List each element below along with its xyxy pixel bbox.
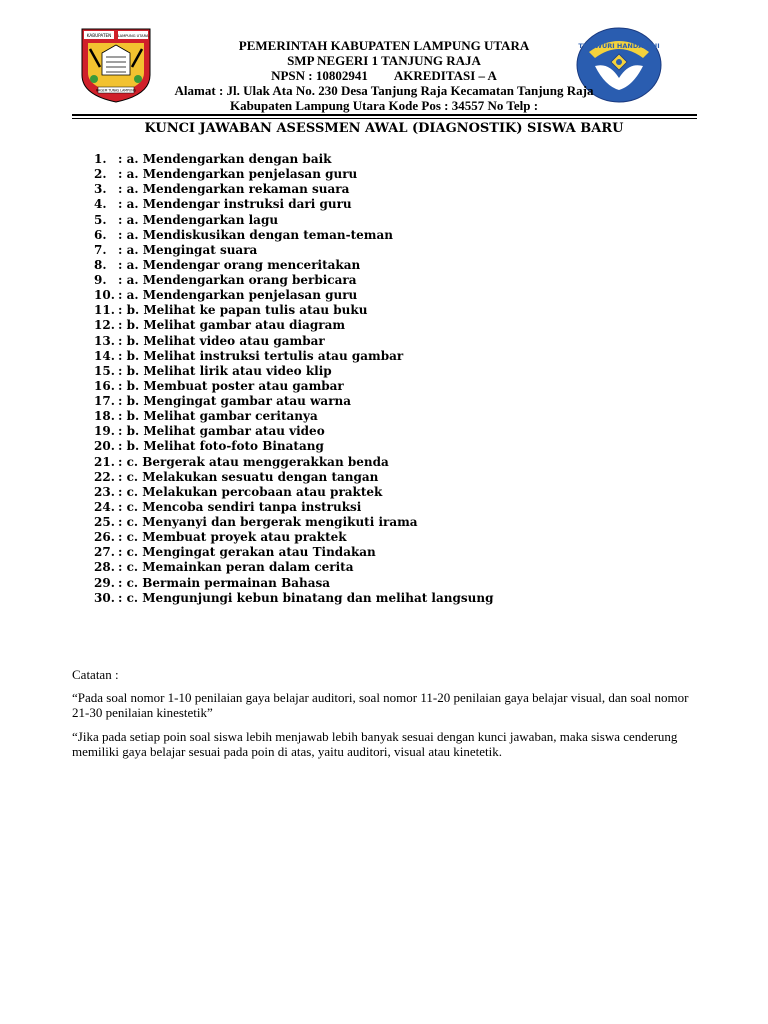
document-title: KUNCI JAWABAN ASESSMEN AWAL (DIAGNOSTIK) SISWA BARU	[144, 121, 624, 136]
list-item: 26. : c. Membuat proyek atau praktek	[94, 530, 347, 545]
header-divider-thick	[72, 114, 697, 116]
header-address: Alamat : Jl. Ulak Ata No. 230 Desa Tanjung Raja Kecamatan Tanjung Raja	[174, 83, 594, 98]
list-item: 18. : b. Melihat gambar ceritanya	[94, 409, 318, 424]
list-item: 2. : a. Mendengarkan penjelasan guru	[94, 167, 358, 182]
list-item: 1. : a. Mendengarkan dengan baik	[94, 152, 332, 166]
header-government: PEMERINTAH KABUPATEN LAMPUNG UTARA	[238, 38, 530, 53]
notes-paragraph-scoring: “Pada soal nomor 1-10 penilaian gaya belajar auditori, soal nomor 11-20 penilaian gaya belajar visual, dan soal nomor 21-30 penilaian kinestetik”	[72, 690, 689, 720]
list-item: 10. : a. Mendengarkan penjelasan guru	[94, 288, 358, 303]
list-item: 28. : c. Memainkan peran dalam cerita	[94, 560, 354, 575]
list-item: 29. : c. Bermain permainan Bahasa	[94, 575, 331, 590]
answer-key-list	[94, 152, 493, 606]
list-item: 11. : b. Melihat ke papan tulis atau buku	[94, 303, 368, 318]
header-school-name: SMP NEGERI 1 TANJUNG RAJA	[287, 53, 481, 68]
svg-text:RAGEM TUNAS LAMPUNG: RAGEM TUNAS LAMPUNG	[95, 88, 137, 93]
list-item: 3. : a. Mendengarkan rekaman suara	[94, 182, 350, 197]
list-item: 20. : b. Melihat foto-foto Binatang	[94, 439, 324, 454]
list-item: 8. : a. Mendengar orang menceritakan	[94, 257, 361, 272]
header-address-2: Kabupaten Lampung Utara Kode Pos : 34557 No Telp :	[229, 98, 539, 113]
list-item: 27. : c. Mengingat gerakan atau Tindakan	[94, 545, 376, 560]
notes-label: Catatan :	[72, 667, 119, 682]
header-npsn: NPSN : 10802941	[271, 68, 368, 83]
header-divider-thin	[72, 118, 697, 119]
list-item: 9. : a. Mendengarkan orang berbicara	[94, 273, 357, 287]
list-item: 6. : a. Mendiskusikan dengan teman-teman	[94, 227, 393, 242]
list-item: 5. : a. Mendengarkan lagu	[94, 212, 279, 227]
list-item: 30. : c. Mengunjungi kebun binatang dan melihat langsung	[94, 590, 494, 605]
list-item: 12. : b. Melihat gambar atau diagram	[94, 318, 346, 333]
list-item: 24. : c. Mencoba sendiri tanpa instruksi	[94, 499, 362, 514]
list-item: 23. : c. Melakukan percobaan atau praktek	[94, 484, 383, 499]
list-item: 21. : c. Bergerak atau menggerakkan benda	[94, 454, 389, 469]
list-item: 4. : a. Mendengar instruksi dari guru	[94, 197, 352, 212]
list-item: 15. : b. Melihat lirik atau video klip	[94, 363, 332, 378]
header-akreditasi: AKREDITASI – A	[393, 68, 497, 83]
list-item: 13. : b. Melihat video atau gambar	[94, 333, 325, 348]
svg-text:LAMPUNG UTARA: LAMPUNG UTARA	[117, 34, 149, 38]
list-item: 7. : a. Mengingat suara	[94, 242, 258, 257]
list-item: 25. : c. Menyanyi dan bergerak mengikuti irama	[94, 515, 418, 529]
header-npsn-line	[0, 68, 768, 83]
list-item: 14. : b. Melihat instruksi tertulis atau gambar	[94, 348, 404, 363]
svg-text:TUT WURI HANDAYANI: TUT WURI HANDAYANI	[578, 42, 660, 50]
svg-text:KABUPATEN: KABUPATEN	[86, 33, 112, 38]
list-item: 16. : b. Membuat poster atau gambar	[94, 378, 344, 393]
school-letterhead	[0, 38, 768, 113]
notes-paragraph-interpretation: “Jika pada setiap poin soal siswa lebih menjawab lebih banyak sesuai dengan kunci jawaban, maka siswa cenderung memiliki gaya belajar sesuai pada poin di atas, yaitu auditori, visual atau kinetetik.	[72, 729, 678, 759]
list-item: 19. : b. Melihat gambar atau video	[94, 424, 325, 439]
list-item: 17. : b. Mengingat gambar atau warna	[94, 394, 352, 408]
list-item: 22. : c. Melakukan sesuatu dengan tangan	[94, 469, 379, 484]
